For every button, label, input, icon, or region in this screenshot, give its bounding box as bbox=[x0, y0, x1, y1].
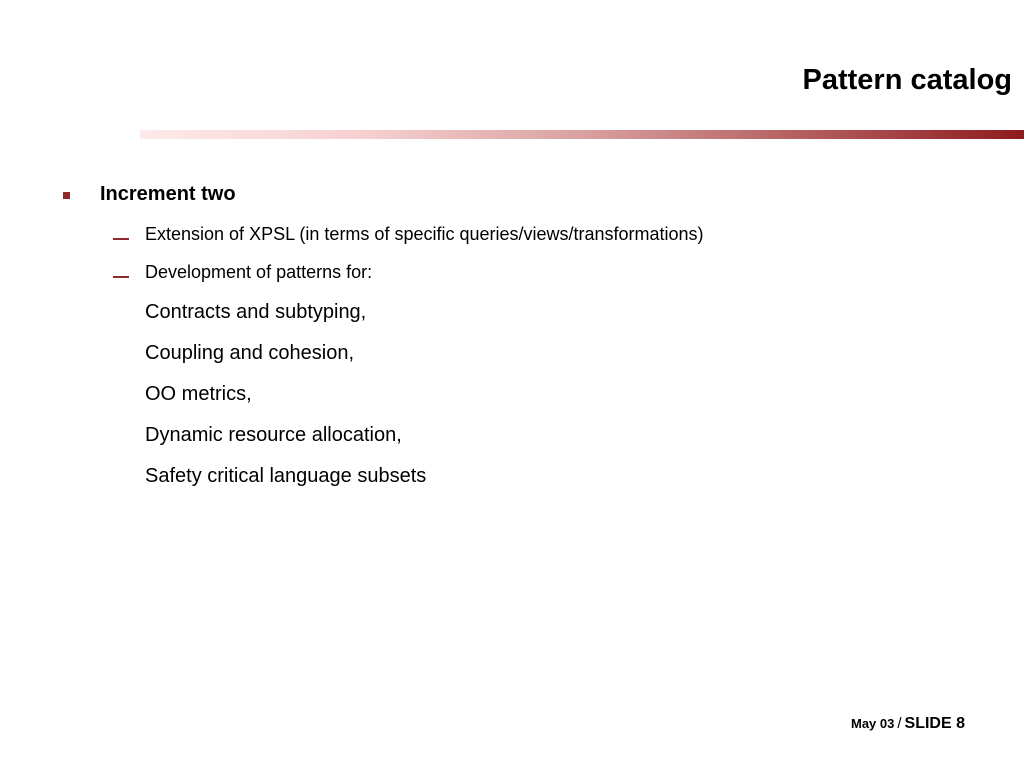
bullet-increment-two: Increment two bbox=[100, 183, 236, 205]
slide-title: Pattern catalog bbox=[802, 64, 1012, 96]
pattern-item-dynamic-resource: Dynamic resource allocation, bbox=[145, 424, 402, 446]
footer-slide-number: SLIDE 8 bbox=[904, 715, 965, 732]
title-gradient-rule bbox=[140, 130, 1024, 139]
footer-separator: / bbox=[897, 715, 902, 732]
square-bullet-icon bbox=[63, 192, 70, 199]
dash-bullet-icon bbox=[113, 276, 129, 278]
pattern-item-coupling: Coupling and cohesion, bbox=[145, 342, 355, 364]
slide-footer bbox=[851, 713, 965, 735]
sub-bullet-development-patterns: Development of patterns for: bbox=[145, 262, 373, 282]
footer-date: May 03 bbox=[850, 716, 895, 731]
pattern-item-contracts: Contracts and subtyping, bbox=[145, 301, 367, 323]
pattern-item-safety-critical: Safety critical language subsets bbox=[145, 465, 427, 487]
sub-bullet-xpsl-extension: Extension of XPSL (in terms of specific queries/views/transformations) bbox=[145, 224, 704, 244]
dash-bullet-icon bbox=[113, 238, 129, 240]
pattern-item-oo-metrics: OO metrics, bbox=[145, 383, 252, 405]
